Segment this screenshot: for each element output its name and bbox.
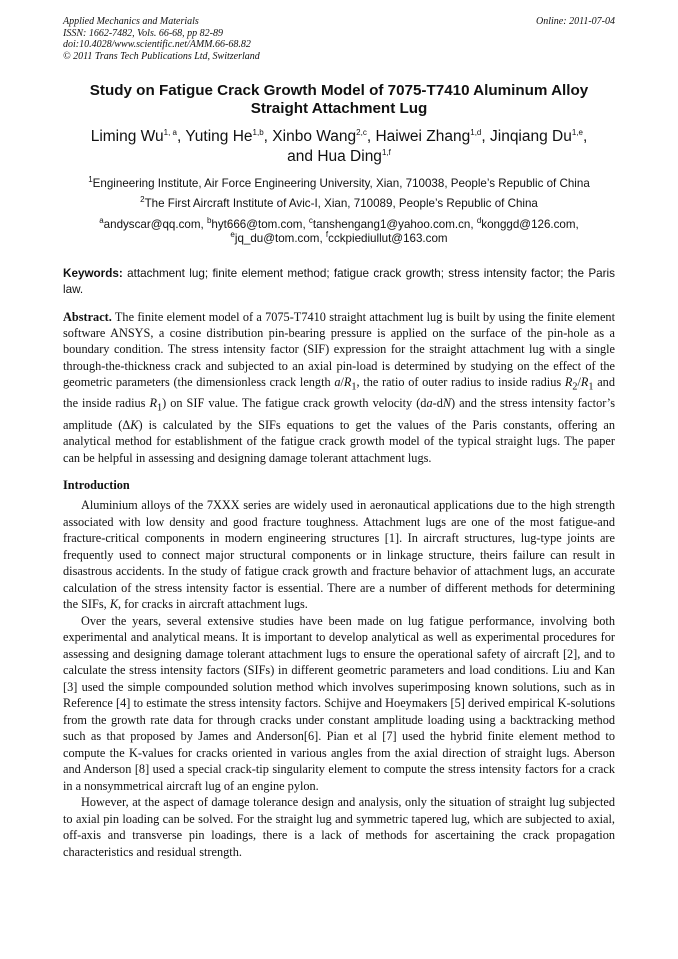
author-name: Xinbo Wang [272,128,357,145]
abstract [63,309,615,466]
email-sup: d [476,216,482,226]
email-address: hyt666@tom.com [211,218,303,231]
title-line-1: Study on Fatigue Crack Growth Model of 7075-T7410 Aluminum Alloy [89,82,589,99]
math-var: R [343,374,352,389]
doi: doi:10.4028/www.scientific.net/AMM.66-68.82 [63,39,251,50]
copyright: © 2011 Trans Tech Publications Ltd, Switzerland [63,50,260,62]
email-sup: f [325,230,329,240]
author-name: Liming Wu [90,128,164,145]
paragraph: Over the years, several extensive studies have been made on lug fatigue performance, involving both experimental and analytical means. It is important to develop analytical as well as experimental procedures for assessing and designing damage tolerant attachment lugs to ensure the operational safety of aircraft [2], and to calculate the stress intensity factors (SIFs) in different geometric parameters and load conditions. Liu and Kan [3] used the simple compounded solution method which involves superimposing known solutions, such as in Reference [4] to estimate the stress intensity factors. Schijve and Hoeymakers [5] derived empirical K-solutions from the growth rate data for through cracks under constant amplitude loading using a backtracking method such as that proposed by James and Anderson[6]. Pian et al [7] used the hybrid finite element method to compute the K-values for cracks oriented in various angles from the axial direction of straight lugs. Aberson and Anderson [8] used a special crack-tip singularity element to compute the stress intensity factors for a crack in a nonsymmetrical aircraft lug of an engine pylon. [63,613,615,793]
journal-header [63,16,615,62]
email-address: tanshengang1@yahoo.com.cn [312,218,471,231]
author-name: Jinqiang Du [490,128,572,145]
paper-title [63,82,615,118]
math-var: N [442,396,452,411]
math-var: a [426,396,433,411]
math-sub: 2 [572,381,578,393]
math-var: R [149,396,157,411]
paragraph: However, at the aspect of damage tolerance design and analysis, only the situation of straight lug subjected to axial pin loading can be solved. For the straight lug and symmetric tapered lug, which are subjected to axial, off-axis and transverse pin loadings, there is a lack of methods for ascertaining the crack propagation characteristics and residual strength. [63,795,615,859]
affiliation-text: Engineering Institute, Air Force Engineering University, Xian, 710038, People’s Republic of China [92,177,590,190]
author-sup: 1,d [470,127,482,137]
author-sup: 1, a [163,127,177,137]
abstract-text: and the inside radius [63,374,615,411]
email-address: jq_du@tom.com [234,232,320,245]
online-date: Online: 2011-07-04 [536,16,615,27]
email-address: cckpiediullut@163.com [328,232,448,245]
affiliation-text: The First Aircraft Institute of Avic-I, Xian, 710089, People’s Republic of China [144,197,538,210]
math-var: a [334,374,341,389]
math-var: K [130,418,139,433]
math-sub: 1 [351,381,357,393]
abstract-text: / [340,374,344,389]
abstract-text: , the ratio of outer radius to inside radius [356,374,565,389]
email-list: $^a$andyscar@qq.com, $^b$hyt666@tom.com, $^c$tanshengang1@yahoo.com.cn, $^d$konggd@126.com, $^e$jq_du@tom.com, $^f$cckpiediullut@163.com [99,216,579,245]
author-sup: 2,c [356,127,367,137]
title-line-2: Straight Attachment Lug [250,100,428,117]
abstract-text: The finite element model of a 7075-T7410 straight attachment lug is built by using the finite element software ANSYS, a cosine distribution pin-bearing pressure is applied on the surface of the pin-hole as a boundary condition. The stress intensity factor (SIF) expression for the straight attachment lug with a single through-the-thickness crack and subjected to an axial pin-load is determined by studying on the effect of the geometric parameters (the dimensionless crack length [63,310,615,389]
author-name: Yuting He [185,128,253,145]
math-var: R [580,374,589,389]
math-sub: 1 [157,402,163,414]
keywords [63,266,615,298]
email-address: andyscar@qq.com [103,218,201,231]
paragraph-text: Aluminium alloys of the 7XXX series are widely used in aeronautical applications due to the high strength associated with low density and good fracture toughness. Attachment lugs are one of the most fatigue-and fracture-critical components in modern engineering structures [1]. In aircraft structures, lug-type joints are frequently used to connect major structural components or in linkage structure, theirs failure can result in disastrous accidents. In the study of fatigue crack growth and fracture behavior of attachment lugs, an accurate calculation of the stress intensity factor is essential. There are a number of different methods for determining the SIFs, [63,498,615,611]
paragraph-text: , for cracks in aircraft attachment lugs. [118,597,308,611]
keywords-text: attachment lug; finite element method; fatigue crack growth; stress intensity factor; the Paris law. [63,267,616,296]
author-sup: 1,b [252,127,264,137]
author-name: Haiwei Zhang [375,128,471,145]
issn: ISSN: 1662-7482, Vols. 66-68, pp 82-89 [63,27,223,39]
author-sup: 1,e [571,127,583,137]
abstract-label: Abstract. [63,310,112,324]
author-sup: 1,f [381,147,391,157]
email-sup: a [99,216,104,226]
abstract-text: / [577,374,581,389]
abstract-text: ) on SIF value. The fatigue crack growth velocity (d [162,396,427,411]
keywords-label: Keywords: [63,267,123,280]
math-var: R [564,374,573,389]
author-name: Hua Ding [317,148,382,165]
abstract-text: -d [432,396,443,411]
journal-name: Applied Mechanics and Materials [63,16,199,27]
paragraph [63,497,615,613]
email-sup: c [308,216,313,226]
email-sup: b [206,216,212,226]
abstract-text: ) and the stress intensity factor’s amplitude (Δ [63,396,615,433]
section-heading-introduction: Introduction [63,478,130,492]
email-sup: e [230,230,235,240]
affiliation-1 [63,177,615,191]
math-sub: 1 [588,381,594,393]
author-list: Liming Wu$^{1, a}$, Yuting He$^{1,b}$, Xinbo Wang$^{2,c}$, Haiwei Zhang$^{1,d}$, Jinqiang Du$^{1,e}$, and Hua Ding$^{1,f}$ [90,127,588,165]
math-var: K [109,597,119,611]
introduction-body [63,497,615,860]
email-address: konggd@126.com [481,218,576,231]
affiliation-2 [63,197,615,211]
abstract-text: ) is calculated by the SIFs equations to get the values of the Paris constants, offering an analytical method for establishment of the fatigue crack growth model of the typical straight lugs. The paper can be helpful in assessing and designing damage tolerant attachment lugs. [63,418,615,465]
affiliation-sup: 1 [88,175,93,185]
affiliation-sup: 2 [140,195,145,205]
